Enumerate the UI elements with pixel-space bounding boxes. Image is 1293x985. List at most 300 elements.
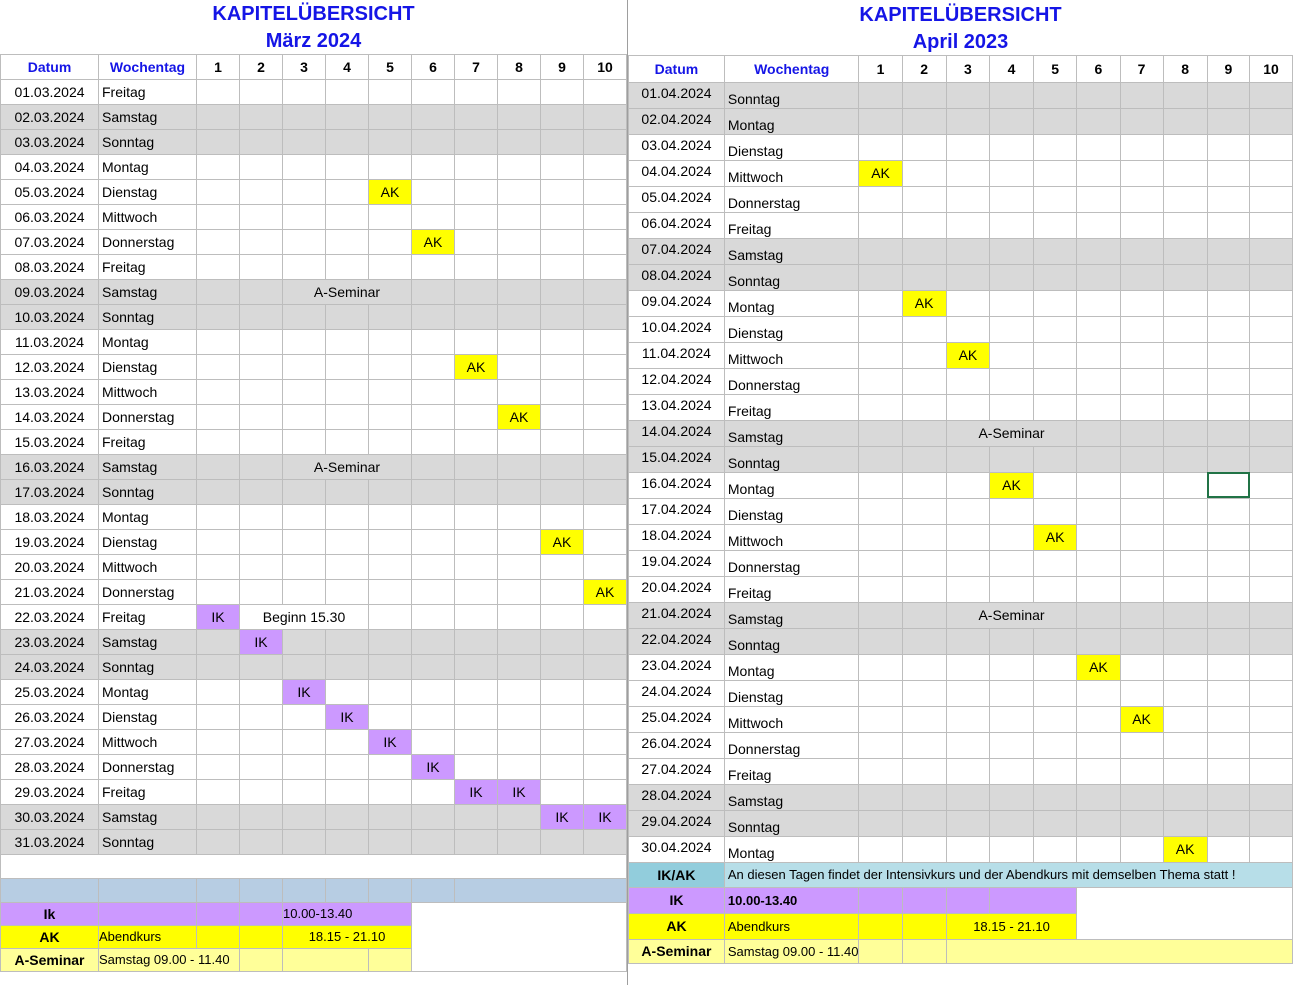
chapter-cell[interactable] xyxy=(1033,732,1077,758)
chapter-cell[interactable] xyxy=(946,316,990,342)
chapter-cell[interactable] xyxy=(455,304,498,329)
chapter-cell[interactable] xyxy=(283,429,326,454)
date-cell[interactable]: 03.03.2024 xyxy=(1,129,99,154)
chapter-cell[interactable] xyxy=(584,329,627,354)
chapter-cell[interactable] xyxy=(1163,160,1207,186)
chapter-cell[interactable] xyxy=(1163,446,1207,472)
chapter-cell[interactable] xyxy=(240,804,283,829)
chapter-cell[interactable] xyxy=(1033,108,1077,134)
chapter-cell[interactable] xyxy=(1250,680,1293,706)
date-cell[interactable]: 31.03.2024 xyxy=(1,829,99,854)
chapter-cell[interactable] xyxy=(902,446,946,472)
header-chapter-10[interactable]: 10 xyxy=(1250,55,1293,82)
chapter-cell[interactable] xyxy=(946,784,990,810)
chapter-cell[interactable] xyxy=(498,329,541,354)
date-cell[interactable]: 13.03.2024 xyxy=(1,379,99,404)
chapter-cell[interactable] xyxy=(1207,732,1249,758)
chapter-cell[interactable] xyxy=(1077,264,1120,290)
chapter-cell[interactable] xyxy=(455,704,498,729)
chapter-cell[interactable] xyxy=(1120,420,1163,446)
chapter-cell[interactable] xyxy=(1250,342,1293,368)
chapter-cell[interactable] xyxy=(1207,550,1249,576)
chapter-cell[interactable] xyxy=(1250,732,1293,758)
chapter-cell[interactable] xyxy=(1207,264,1249,290)
chapter-cell[interactable] xyxy=(541,454,584,479)
chapter-cell[interactable] xyxy=(197,829,240,854)
chapter-cell[interactable] xyxy=(283,379,326,404)
chapter-cell[interactable] xyxy=(1120,160,1163,186)
chapter-cell[interactable] xyxy=(1033,628,1077,654)
chapter-cell[interactable] xyxy=(1120,394,1163,420)
chapter-cell[interactable] xyxy=(902,420,946,446)
chapter-cell[interactable] xyxy=(326,754,369,779)
chapter-cell[interactable] xyxy=(1120,472,1163,498)
chapter-cell[interactable] xyxy=(1077,420,1120,446)
chapter-cell[interactable] xyxy=(326,479,369,504)
chapter-cell[interactable] xyxy=(584,604,627,629)
chapter-cell[interactable] xyxy=(455,254,498,279)
chapter-cell[interactable] xyxy=(1120,758,1163,784)
chapter-cell[interactable] xyxy=(283,154,326,179)
chapter-cell[interactable] xyxy=(1163,368,1207,394)
chapter-cell[interactable] xyxy=(498,104,541,129)
chapter-cell[interactable] xyxy=(240,229,283,254)
chapter-cell[interactable] xyxy=(455,504,498,529)
weekday-cell[interactable]: Mittwoch xyxy=(724,524,859,550)
chapter-cell[interactable] xyxy=(455,579,498,604)
chapter-cell[interactable] xyxy=(369,529,412,554)
weekday-cell[interactable]: Freitag xyxy=(724,394,859,420)
ak-cell[interactable]: AK xyxy=(859,160,902,186)
chapter-cell[interactable] xyxy=(990,134,1034,160)
chapter-cell[interactable] xyxy=(1120,186,1163,212)
weekday-cell[interactable]: Donnerstag xyxy=(99,404,197,429)
chapter-cell[interactable] xyxy=(1250,654,1293,680)
chapter-cell[interactable] xyxy=(283,304,326,329)
chapter-cell[interactable] xyxy=(902,706,946,732)
seminar-cell[interactable]: A-Seminar xyxy=(283,279,412,304)
weekday-cell[interactable]: Montag xyxy=(724,108,859,134)
weekday-cell[interactable]: Samstag xyxy=(99,279,197,304)
chapter-cell[interactable] xyxy=(584,779,627,804)
chapter-cell[interactable] xyxy=(990,836,1034,862)
chapter-cell[interactable] xyxy=(584,379,627,404)
date-cell[interactable]: 12.03.2024 xyxy=(1,354,99,379)
chapter-cell[interactable] xyxy=(326,529,369,554)
chapter-cell[interactable] xyxy=(283,829,326,854)
chapter-cell[interactable] xyxy=(498,704,541,729)
chapter-cell[interactable] xyxy=(1077,498,1120,524)
chapter-cell[interactable] xyxy=(283,79,326,104)
chapter-cell[interactable] xyxy=(541,379,584,404)
weekday-cell[interactable]: Sonntag xyxy=(99,654,197,679)
weekday-cell[interactable]: Donnerstag xyxy=(724,732,859,758)
chapter-cell[interactable] xyxy=(541,279,584,304)
chapter-cell[interactable] xyxy=(541,254,584,279)
chapter-cell[interactable] xyxy=(859,680,902,706)
chapter-cell[interactable] xyxy=(541,779,584,804)
chapter-cell[interactable] xyxy=(498,829,541,854)
date-cell[interactable]: 21.03.2024 xyxy=(1,579,99,604)
chapter-cell[interactable] xyxy=(412,704,455,729)
weekday-cell[interactable]: Freitag xyxy=(724,576,859,602)
chapter-cell[interactable] xyxy=(1077,238,1120,264)
weekday-cell[interactable]: Mittwoch xyxy=(99,729,197,754)
chapter-cell[interactable] xyxy=(240,154,283,179)
chapter-cell[interactable] xyxy=(1163,264,1207,290)
ak-cell[interactable]: AK xyxy=(412,229,455,254)
weekday-cell[interactable]: Freitag xyxy=(724,758,859,784)
chapter-cell[interactable] xyxy=(197,329,240,354)
chapter-cell[interactable] xyxy=(1077,784,1120,810)
chapter-cell[interactable] xyxy=(541,429,584,454)
chapter-cell[interactable] xyxy=(369,429,412,454)
chapter-cell[interactable] xyxy=(326,729,369,754)
chapter-cell[interactable] xyxy=(1077,680,1120,706)
chapter-cell[interactable] xyxy=(990,238,1034,264)
weekday-cell[interactable]: Montag xyxy=(99,504,197,529)
weekday-cell[interactable]: Donnerstag xyxy=(724,368,859,394)
ak-cell[interactable]: AK xyxy=(946,342,990,368)
chapter-cell[interactable] xyxy=(326,554,369,579)
date-cell[interactable]: 04.03.2024 xyxy=(1,154,99,179)
chapter-cell[interactable] xyxy=(283,129,326,154)
chapter-cell[interactable] xyxy=(455,404,498,429)
chapter-cell[interactable] xyxy=(1033,134,1077,160)
chapter-cell[interactable] xyxy=(1120,82,1163,108)
chapter-cell[interactable] xyxy=(240,379,283,404)
chapter-cell[interactable] xyxy=(946,446,990,472)
chapter-cell[interactable] xyxy=(584,154,627,179)
chapter-cell[interactable] xyxy=(541,104,584,129)
date-cell[interactable]: 27.03.2024 xyxy=(1,729,99,754)
chapter-cell[interactable] xyxy=(990,394,1034,420)
legend-sem-desc[interactable]: Samstag 09.00 - 11.40 xyxy=(724,939,859,963)
chapter-cell[interactable] xyxy=(584,404,627,429)
header-chapter-7[interactable]: 7 xyxy=(455,54,498,79)
chapter-cell[interactable] xyxy=(1207,368,1249,394)
chapter-cell[interactable] xyxy=(859,394,902,420)
chapter-cell[interactable] xyxy=(283,204,326,229)
chapter-cell[interactable] xyxy=(541,554,584,579)
chapter-cell[interactable] xyxy=(498,304,541,329)
chapter-cell[interactable] xyxy=(369,129,412,154)
legend-sem-desc[interactable]: Samstag 09.00 - 11.40 xyxy=(99,948,240,971)
chapter-cell[interactable] xyxy=(1207,134,1249,160)
chapter-cell[interactable] xyxy=(283,504,326,529)
chapter-cell[interactable] xyxy=(902,654,946,680)
chapter-cell[interactable] xyxy=(1033,550,1077,576)
chapter-cell[interactable] xyxy=(541,504,584,529)
chapter-cell[interactable] xyxy=(240,554,283,579)
date-cell[interactable]: 22.04.2024 xyxy=(629,628,725,654)
chapter-cell[interactable] xyxy=(1250,394,1293,420)
chapter-cell[interactable] xyxy=(1207,212,1249,238)
weekday-cell[interactable]: Donnerstag xyxy=(724,186,859,212)
weekday-cell[interactable]: Mittwoch xyxy=(724,342,859,368)
selected-cell[interactable] xyxy=(1207,472,1249,498)
chapter-cell[interactable] xyxy=(326,804,369,829)
chapter-cell[interactable] xyxy=(1077,160,1120,186)
chapter-cell[interactable] xyxy=(369,404,412,429)
chapter-cell[interactable] xyxy=(1250,706,1293,732)
chapter-cell[interactable] xyxy=(990,108,1034,134)
weekday-cell[interactable]: Freitag xyxy=(99,604,197,629)
chapter-cell[interactable] xyxy=(990,706,1034,732)
chapter-cell[interactable] xyxy=(1120,810,1163,836)
chapter-cell[interactable] xyxy=(541,404,584,429)
chapter-cell[interactable] xyxy=(902,134,946,160)
chapter-cell[interactable] xyxy=(283,554,326,579)
chapter-cell[interactable] xyxy=(498,179,541,204)
chapter-cell[interactable] xyxy=(326,379,369,404)
chapter-cell[interactable] xyxy=(902,82,946,108)
chapter-cell[interactable] xyxy=(1250,498,1293,524)
chapter-cell[interactable] xyxy=(240,829,283,854)
chapter-cell[interactable] xyxy=(990,784,1034,810)
chapter-cell[interactable] xyxy=(326,304,369,329)
header-chapter-9[interactable]: 9 xyxy=(1207,55,1249,82)
chapter-cell[interactable] xyxy=(369,754,412,779)
chapter-cell[interactable] xyxy=(1250,628,1293,654)
weekday-cell[interactable]: Samstag xyxy=(99,804,197,829)
date-cell[interactable]: 06.03.2024 xyxy=(1,204,99,229)
chapter-cell[interactable] xyxy=(902,394,946,420)
chapter-cell[interactable] xyxy=(946,654,990,680)
chapter-cell[interactable] xyxy=(584,529,627,554)
chapter-cell[interactable] xyxy=(859,238,902,264)
chapter-cell[interactable] xyxy=(326,629,369,654)
chapter-cell[interactable] xyxy=(990,342,1034,368)
chapter-cell[interactable] xyxy=(584,479,627,504)
chapter-cell[interactable] xyxy=(412,479,455,504)
date-cell[interactable]: 07.04.2024 xyxy=(629,238,725,264)
chapter-cell[interactable] xyxy=(1077,82,1120,108)
chapter-cell[interactable] xyxy=(326,679,369,704)
header-chapter-8[interactable]: 8 xyxy=(1163,55,1207,82)
chapter-cell[interactable] xyxy=(240,529,283,554)
date-cell[interactable]: 08.04.2024 xyxy=(629,264,725,290)
header-chapter-5[interactable]: 5 xyxy=(369,54,412,79)
chapter-cell[interactable] xyxy=(498,804,541,829)
chapter-cell[interactable] xyxy=(902,602,946,628)
chapter-cell[interactable] xyxy=(1250,758,1293,784)
chapter-cell[interactable] xyxy=(902,784,946,810)
header-datum[interactable]: Datum xyxy=(1,54,99,79)
chapter-cell[interactable] xyxy=(1207,238,1249,264)
chapter-cell[interactable] xyxy=(197,129,240,154)
chapter-cell[interactable] xyxy=(1163,82,1207,108)
chapter-cell[interactable] xyxy=(541,754,584,779)
chapter-cell[interactable] xyxy=(1163,212,1207,238)
chapter-cell[interactable] xyxy=(1207,680,1249,706)
weekday-cell[interactable]: Sonntag xyxy=(99,479,197,504)
date-cell[interactable]: 10.03.2024 xyxy=(1,304,99,329)
seminar-cell[interactable]: A-Seminar xyxy=(946,602,1077,628)
chapter-cell[interactable] xyxy=(541,829,584,854)
chapter-cell[interactable] xyxy=(369,479,412,504)
chapter-cell[interactable] xyxy=(1077,628,1120,654)
chapter-cell[interactable] xyxy=(455,804,498,829)
date-cell[interactable]: 30.03.2024 xyxy=(1,804,99,829)
chapter-cell[interactable] xyxy=(369,554,412,579)
chapter-cell[interactable] xyxy=(498,279,541,304)
chapter-cell[interactable] xyxy=(283,354,326,379)
weekday-cell[interactable]: Sonntag xyxy=(724,810,859,836)
chapter-cell[interactable] xyxy=(859,784,902,810)
chapter-cell[interactable] xyxy=(584,654,627,679)
chapter-cell[interactable] xyxy=(1207,628,1249,654)
chapter-cell[interactable] xyxy=(240,404,283,429)
chapter-cell[interactable] xyxy=(1077,186,1120,212)
chapter-cell[interactable] xyxy=(946,628,990,654)
chapter-cell[interactable] xyxy=(859,732,902,758)
date-cell[interactable]: 28.04.2024 xyxy=(629,784,725,810)
chapter-cell[interactable] xyxy=(584,279,627,304)
chapter-cell[interactable] xyxy=(859,758,902,784)
chapter-cell[interactable] xyxy=(197,579,240,604)
chapter-cell[interactable] xyxy=(455,529,498,554)
date-cell[interactable]: 06.04.2024 xyxy=(629,212,725,238)
date-cell[interactable]: 02.04.2024 xyxy=(629,108,725,134)
chapter-cell[interactable] xyxy=(369,254,412,279)
chapter-cell[interactable] xyxy=(1120,316,1163,342)
weekday-cell[interactable]: Mittwoch xyxy=(724,160,859,186)
chapter-cell[interactable] xyxy=(902,732,946,758)
chapter-cell[interactable] xyxy=(1120,264,1163,290)
chapter-cell[interactable] xyxy=(946,368,990,394)
legend-note-label[interactable]: IK/AK xyxy=(629,862,725,887)
chapter-cell[interactable] xyxy=(283,254,326,279)
chapter-cell[interactable] xyxy=(1207,290,1249,316)
chapter-cell[interactable] xyxy=(283,229,326,254)
date-cell[interactable]: 29.03.2024 xyxy=(1,779,99,804)
date-cell[interactable]: 25.03.2024 xyxy=(1,679,99,704)
chapter-cell[interactable] xyxy=(1033,654,1077,680)
chapter-cell[interactable] xyxy=(1207,108,1249,134)
chapter-cell[interactable] xyxy=(541,729,584,754)
chapter-cell[interactable] xyxy=(1207,498,1249,524)
chapter-cell[interactable] xyxy=(946,550,990,576)
chapter-cell[interactable] xyxy=(498,154,541,179)
chapter-cell[interactable] xyxy=(1077,732,1120,758)
chapter-cell[interactable] xyxy=(498,204,541,229)
chapter-cell[interactable] xyxy=(1250,316,1293,342)
chapter-cell[interactable] xyxy=(369,504,412,529)
chapter-cell[interactable] xyxy=(326,429,369,454)
chapter-cell[interactable] xyxy=(1250,420,1293,446)
chapter-cell[interactable] xyxy=(498,79,541,104)
chapter-cell[interactable] xyxy=(1077,446,1120,472)
chapter-cell[interactable] xyxy=(990,576,1034,602)
chapter-cell[interactable] xyxy=(240,779,283,804)
chapter-cell[interactable] xyxy=(946,160,990,186)
chapter-cell[interactable] xyxy=(541,304,584,329)
date-cell[interactable]: 04.04.2024 xyxy=(629,160,725,186)
weekday-cell[interactable]: Donnerstag xyxy=(99,579,197,604)
chapter-cell[interactable] xyxy=(197,79,240,104)
chapter-cell[interactable] xyxy=(902,628,946,654)
chapter-cell[interactable] xyxy=(197,754,240,779)
chapter-cell[interactable] xyxy=(455,229,498,254)
chapter-cell[interactable] xyxy=(240,429,283,454)
chapter-cell[interactable] xyxy=(1163,628,1207,654)
seminar-cell[interactable]: A-Seminar xyxy=(946,420,1077,446)
chapter-cell[interactable] xyxy=(197,729,240,754)
date-cell[interactable]: 19.04.2024 xyxy=(629,550,725,576)
chapter-cell[interactable] xyxy=(859,82,902,108)
chapter-cell[interactable] xyxy=(240,304,283,329)
chapter-cell[interactable] xyxy=(1163,758,1207,784)
chapter-cell[interactable] xyxy=(240,704,283,729)
chapter-cell[interactable] xyxy=(584,204,627,229)
chapter-cell[interactable] xyxy=(1207,524,1249,550)
chapter-cell[interactable] xyxy=(1033,680,1077,706)
weekday-cell[interactable]: Freitag xyxy=(724,212,859,238)
chapter-cell[interactable] xyxy=(412,179,455,204)
ik-cell[interactable]: IK xyxy=(369,729,412,754)
weekday-cell[interactable]: Samstag xyxy=(99,104,197,129)
chapter-cell[interactable] xyxy=(498,429,541,454)
legend-ak-time[interactable]: 18.15 - 21.10 xyxy=(283,925,412,948)
chapter-cell[interactable] xyxy=(197,379,240,404)
chapter-cell[interactable] xyxy=(1207,342,1249,368)
chapter-cell[interactable] xyxy=(902,576,946,602)
chapter-cell[interactable] xyxy=(369,654,412,679)
chapter-cell[interactable] xyxy=(1077,706,1120,732)
legend-ik-time[interactable]: 10.00-13.40 xyxy=(724,887,859,913)
weekday-cell[interactable]: Sonntag xyxy=(724,264,859,290)
ik-cell[interactable]: IK xyxy=(197,604,240,629)
chapter-cell[interactable] xyxy=(1250,524,1293,550)
chapter-cell[interactable] xyxy=(1250,290,1293,316)
chapter-cell[interactable] xyxy=(197,654,240,679)
legend-ak-label[interactable]: AK xyxy=(1,925,99,948)
chapter-cell[interactable] xyxy=(498,554,541,579)
chapter-cell[interactable] xyxy=(1033,472,1077,498)
chapter-cell[interactable] xyxy=(859,654,902,680)
chapter-cell[interactable] xyxy=(498,604,541,629)
chapter-cell[interactable] xyxy=(412,154,455,179)
chapter-cell[interactable] xyxy=(541,579,584,604)
ak-cell[interactable]: AK xyxy=(1163,836,1207,862)
chapter-cell[interactable] xyxy=(859,368,902,394)
chapter-cell[interactable] xyxy=(990,368,1034,394)
chapter-cell[interactable] xyxy=(584,429,627,454)
chapter-cell[interactable] xyxy=(498,579,541,604)
chapter-cell[interactable] xyxy=(902,238,946,264)
chapter-cell[interactable] xyxy=(1120,680,1163,706)
seminar-cell[interactable]: A-Seminar xyxy=(283,454,412,479)
date-cell[interactable]: 09.03.2024 xyxy=(1,279,99,304)
ik-cell[interactable]: IK xyxy=(584,804,627,829)
chapter-cell[interactable] xyxy=(1077,836,1120,862)
chapter-cell[interactable] xyxy=(902,758,946,784)
header-chapter-9[interactable]: 9 xyxy=(541,54,584,79)
chapter-cell[interactable] xyxy=(1207,654,1249,680)
chapter-cell[interactable] xyxy=(283,629,326,654)
chapter-cell[interactable] xyxy=(990,550,1034,576)
chapter-cell[interactable] xyxy=(369,604,412,629)
chapter-cell[interactable] xyxy=(990,82,1034,108)
chapter-cell[interactable] xyxy=(1120,212,1163,238)
note-cell[interactable]: Beginn 15.30 xyxy=(240,604,369,629)
chapter-cell[interactable] xyxy=(326,829,369,854)
chapter-cell[interactable] xyxy=(412,129,455,154)
chapter-cell[interactable] xyxy=(197,204,240,229)
weekday-cell[interactable]: Dienstag xyxy=(99,704,197,729)
chapter-cell[interactable] xyxy=(990,160,1034,186)
